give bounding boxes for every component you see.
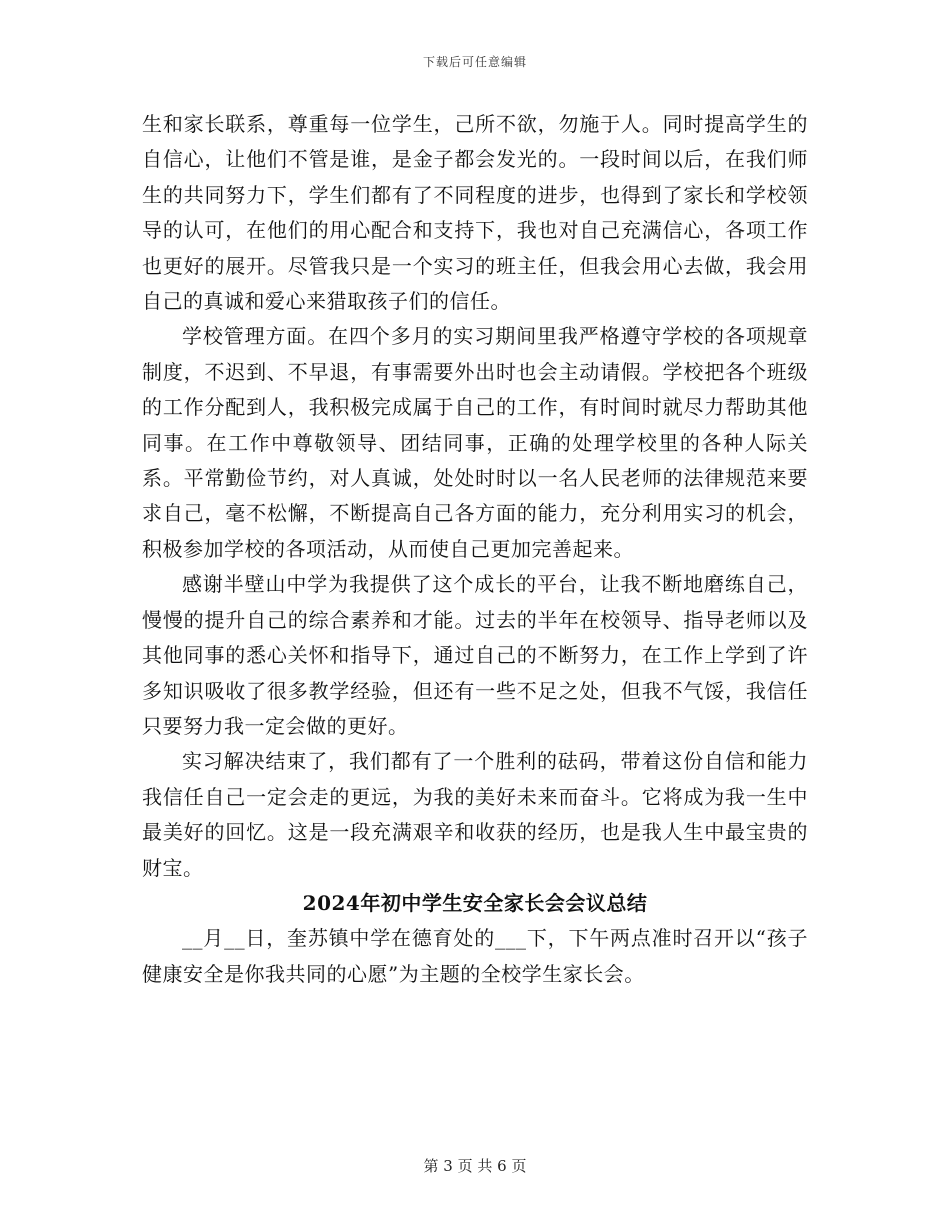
paragraph-gratitude: 感谢半壁山中学为我提供了这个成长的平台，让我不断地磨练自己，慢慢的提升自己的综合素养和才能。过去的半年在校领导、指导老师以及其他同事的悉心关怀和指导下，通过自己的不断努力，在工作上学到了许多知识吸收了很多教学经验，但还有一些不足之处，但我不气馁，我信任只要努力我一定会做的更好。 bbox=[142, 572, 808, 738]
page-header-note: 下载后可任意编辑 bbox=[422, 55, 527, 69]
paragraph-continuation: 生和家长联系，尊重每一位学生，己所不欲，勿施于人。同时提高学生的自信心，让他们不管是谁，是金子都会发光的。一段时间以后，在我们师生的共同努力下，学生们都有了不同程度的进步，也得到了家长和学校领导的认可，在他们的用心配合和支持下，我也对自己充满信心，各项工作也更好的展开。尽管我只是一个实习的班主任，但我会用心去做，我会用自己的真诚和爱心来猎取孩子们的信任。 bbox=[142, 112, 808, 314]
section-title: 2024年初中学生安全家长会会议总结 bbox=[302, 890, 648, 915]
page-number: 第 3 页 共 6 页 bbox=[423, 1157, 527, 1175]
paragraph-school-management: 学校管理方面。在四个多月的实习期间里我严格遵守学校的各项规章制度，不迟到、不早退，有事需要外出时也会主动请假。学校把各个班级的工作分配到人，我积极完成属于自己的工作，有时间时就尽力帮助其他同事。在工作中尊敬领导、团结同事，正确的处理学校里的各种人际关系。平常勤俭节约，对人真诚，处处时时以一名人民老师的法律规范来要求自己，毫不松懈，不断提高自己各方面的能力，充分利用实习的机会，积极参加学校的各项活动，从而使自己更加完善起来。 bbox=[142, 324, 808, 561]
section-paragraph: __月__日，奎苏镇中学在德育处的___下，下午两点准时召开以“孩子健康安全是你我共同的心愿”为主题的全校学生家长会。 bbox=[142, 926, 808, 986]
document-body bbox=[142, 107, 808, 992]
paragraph-conclusion: 实习解决结束了，我们都有了一个胜利的砝码，带着这份自信和能力我信任自己一定会走的更远，为我的美好未来而奋斗。它将成为我一生中最美好的回忆。这是一段充满艰辛和收获的经历，也是我人生中最宝贵的财宝。 bbox=[142, 749, 808, 880]
